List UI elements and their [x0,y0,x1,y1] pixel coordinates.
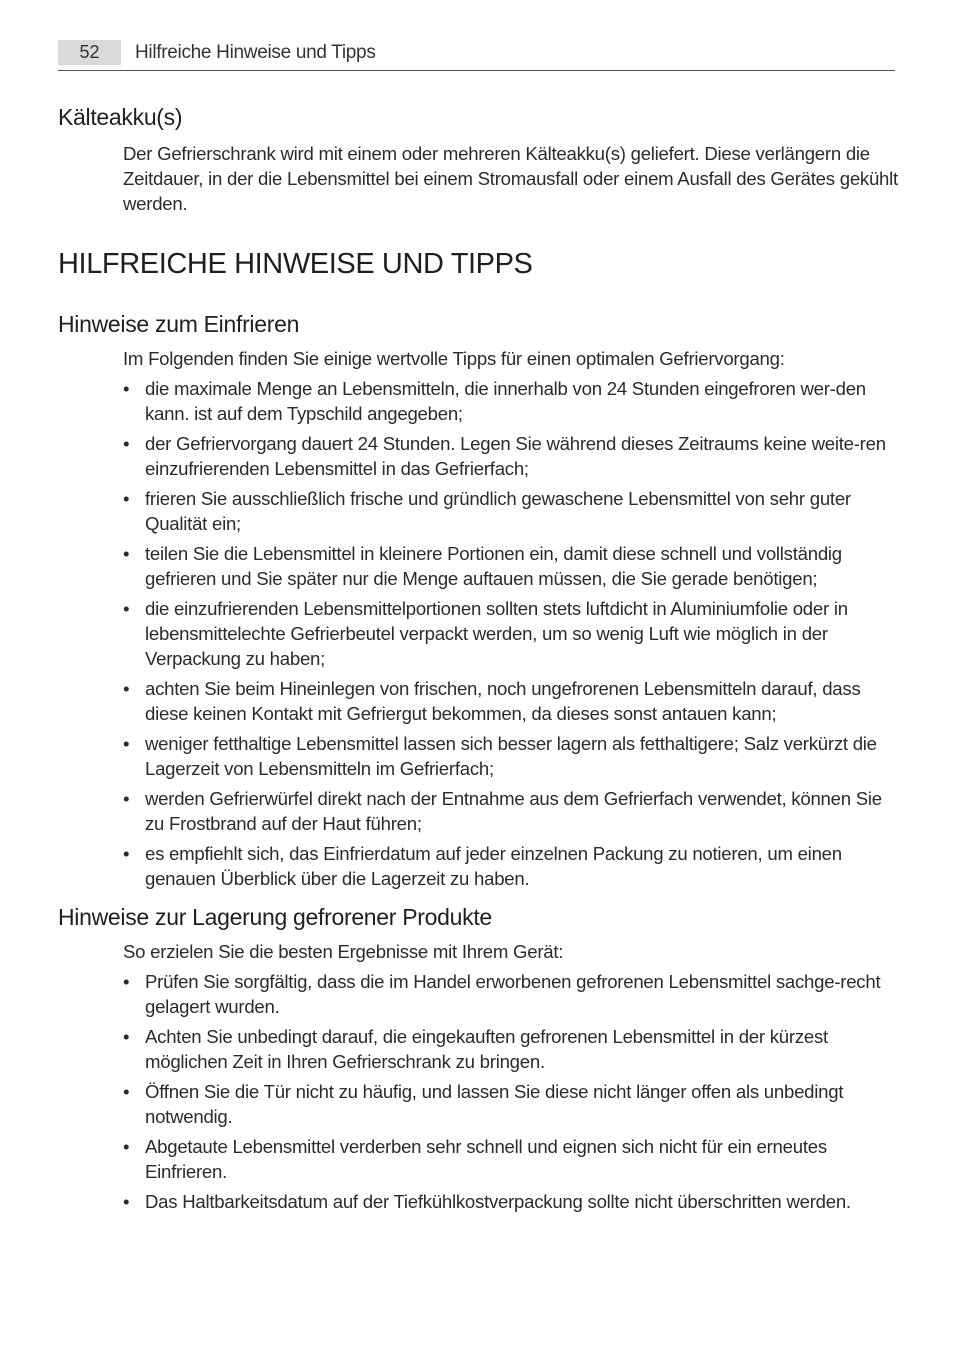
list-item-text: Achten Sie unbedingt darauf, die eingekauften gefrorenen Lebensmittel in der kürzest möglichen Zeit in Ihren Gefrierschrank zu bringen. [145,1026,828,1072]
freezing-heading: Hinweise zum Einfrieren [58,311,300,337]
list-item-text: werden Gefrierwürfel direkt nach der Entnahme aus dem Gefrierfach verwendet, können Sie zu Frostbrand auf der Haut führen; [145,788,882,834]
list-item-text: weniger fetthaltige Lebensmittel lassen sich besser lagern als fetthaltigere; Salz verkürzt die Lagerzeit von Lebensmitteln im Gefrierfach; [145,733,877,779]
list-item [123,486,898,536]
bullet-icon: • [123,971,130,992]
bullet-icon: • [123,488,130,509]
bullet-icon: • [123,1081,130,1102]
list-item [123,596,898,671]
list-item [123,731,898,781]
list-item-text: teilen Sie die Lebensmittel in kleinere Portionen ein, damit diese schnell und vollständig gefrieren und Sie später nur die Menge auftauen müssen, die Sie gerade benötigen; [145,543,842,589]
list-item-text: Abgetaute Lebensmittel verderben sehr schnell und eignen sich nicht für ein erneutes Einfrieren. [145,1136,827,1182]
list-item-text: Öffnen Sie die Tür nicht zu häufig, und lassen Sie diese nicht länger offen als unbedingt notwendig. [145,1081,844,1127]
list-item-text: die einzufrierenden Lebensmittelportionen sollten stets luftdicht in Aluminiumfolie oder in lebensmittelechte Gefrierbeutel verpackt werden, um so wenig Luft wie möglich in der Verpackung zu haben; [145,598,848,669]
list-item-text: es empfiehlt sich, das Einfrierdatum auf jeder einzelnen Packung zu notieren, um einen genauen Überblick über die Lagerzeit zu haben. [145,843,842,889]
bullet-icon: • [123,433,130,454]
storage-tips-list [123,969,898,1219]
cold-packs-text: Der Gefrierschrank wird mit einem oder mehreren Kälteakku(s) geliefert. Diese verlängern die Zeitdauer, in der die Lebensmittel bei einem Stromausfall oder einem Ausfall des Gerätes gekühlt werden. [123,143,898,214]
freezing-intro: Im Folgenden finden Sie einige wertvolle Tipps für einen optimalen Gefriervorgang: [123,348,785,369]
freezing-tips-list [123,376,898,896]
list-item [123,841,898,891]
list-item [123,1189,898,1214]
list-item-text: Das Haltbarkeitsdatum auf der Tiefkühlkostverpackung sollte nicht überschritten werden. [145,1191,851,1212]
list-item [123,1134,898,1184]
list-item-text: die maximale Menge an Lebensmitteln, die innerhalb von 24 Stunden eingefroren wer-den kann. ist auf dem Typschild angegeben; [145,378,866,424]
header-divider [58,70,895,71]
storage-heading: Hinweise zur Lagerung gefrorener Produkte [58,904,492,930]
bullet-icon: • [123,678,130,699]
cold-packs-heading: Kälteakku(s) [58,104,183,130]
list-item-text: Prüfen Sie sorgfältig, dass die im Handel erworbenen gefrorenen Lebensmittel sachge-recht gelagert wurden. [145,971,881,1017]
list-item-text: achten Sie beim Hineinlegen von frischen, noch ungefrorenen Lebensmitteln darauf, dass diese keinen Kontakt mit Gefriergut bekommen, da dieses sonst antauen kann; [145,678,861,724]
bullet-icon: • [123,598,130,619]
bullet-icon: • [123,788,130,809]
bullet-icon: • [123,1136,130,1157]
storage-intro: So erzielen Sie die besten Ergebnisse mit Ihrem Gerät: [123,941,564,962]
list-item [123,1079,898,1129]
list-item [123,969,898,1019]
bullet-icon: • [123,543,130,564]
list-item [123,541,898,591]
list-item-text: frieren Sie ausschließlich frische und gründlich gewaschene Lebensmittel von sehr guter Qualität ein; [145,488,851,534]
bullet-icon: • [123,1026,130,1047]
chapter-title: HILFREICHE HINWEISE UND TIPPS [58,248,533,280]
list-item [123,1024,898,1074]
list-item-text: der Gefriervorgang dauert 24 Stunden. Legen Sie während dieses Zeitraums keine weite-ren einzufrierenden Lebensmittel in das Gefrierfach; [145,433,886,479]
list-item [123,786,898,836]
running-title: Hilfreiche Hinweise und Tipps [135,42,376,63]
bullet-icon: • [123,1191,130,1212]
bullet-icon: • [123,733,130,754]
bullet-icon: • [123,843,130,864]
page-header [58,40,895,70]
list-item [123,376,898,426]
list-item [123,676,898,726]
list-item [123,431,898,481]
page-number: 52 [58,40,121,65]
bullet-icon: • [123,378,130,399]
